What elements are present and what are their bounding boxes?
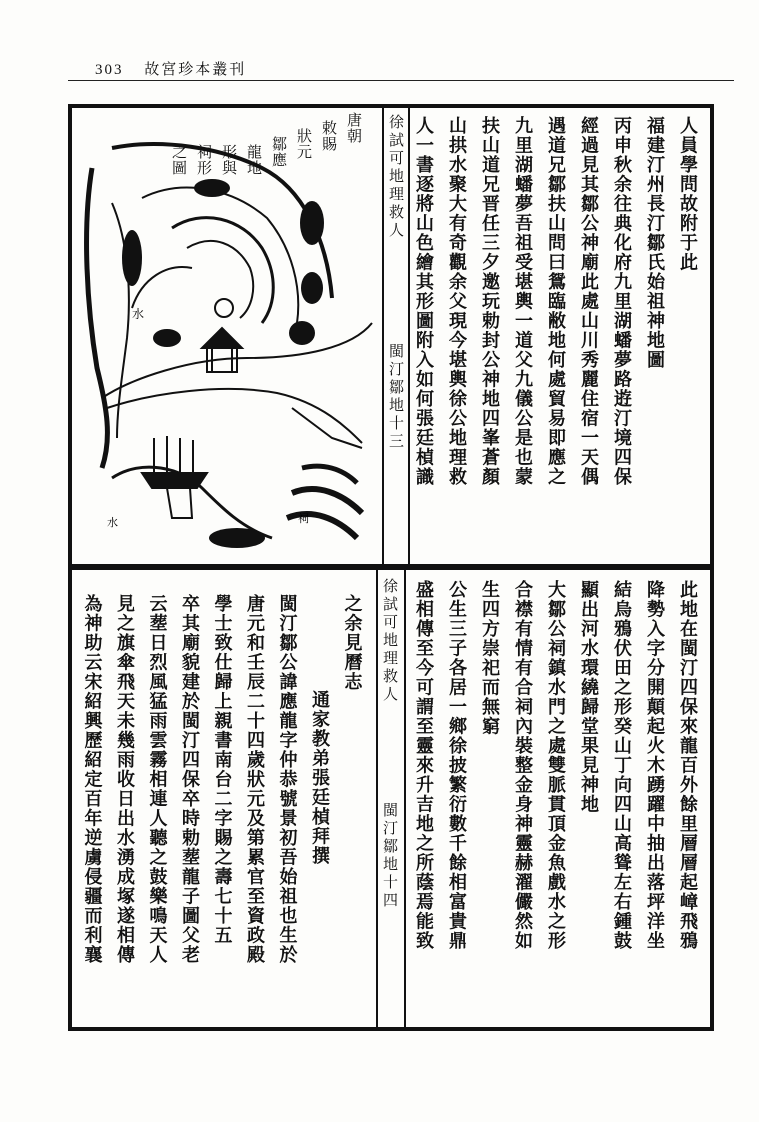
map-title-column: 唐朝: [345, 112, 363, 144]
text-column: 盛相傳至今可謂至靈來升吉地之所蔭焉能致: [413, 580, 434, 951]
text-column: 之余見曆志: [341, 594, 363, 692]
text-column: 見之旗傘飛天未幾雨收日出水湧成塚遂相傳: [114, 594, 135, 965]
text-column: 扶山道兄晋任三夕邀玩勅封公神地四峯蒼顏: [479, 116, 500, 487]
text-column: 丙申秋余往典化府九里湖蟠夢路逰汀境四保: [611, 116, 632, 487]
map-title-column: 之圖: [170, 144, 188, 176]
map-label-water2: 水: [107, 516, 118, 529]
lower-panel: [68, 566, 714, 1031]
text-column: 卒其廟貌建於閩汀四保卒時勅塟龍子圖父老: [179, 594, 200, 965]
page-number: 303: [95, 62, 124, 78]
text-column: 生四方崇祀而無窮: [479, 580, 500, 736]
text-column: 云塟日烈風猛雨雲霧相連人聽之鼓樂鳴天人: [146, 594, 168, 965]
margin-sub-lower: 閩汀鄒地十四: [381, 802, 399, 910]
map-title-column: 狀元: [295, 128, 313, 160]
margin-divider: [408, 108, 410, 564]
book-title: 故宮珍本叢刊: [144, 60, 247, 78]
text-column: 閩汀鄒公諱應龍字仲恭號景初吾始祖也生於: [276, 594, 298, 965]
text-column: 經過見其鄒公神廟此處山川秀麗住宿一天偶: [578, 116, 599, 487]
text-column: 山拱水聚大有奇觀余父現今堪輿徐公地理救: [446, 116, 467, 487]
text-column: 人員學問故附于此: [677, 116, 698, 272]
text-column: 唐元和壬辰二十四歲狀元及第累官至資政殿: [244, 594, 265, 965]
text-column: 學士致仕歸上親書南台二字賜之壽七十五: [211, 594, 233, 945]
text-column: 人一書逐將山色繪其形圖附入如何張廷楨識: [413, 116, 434, 487]
text-column: 降勢入字分開顛起火木踴躍中抽出落坪洋坐: [644, 580, 665, 951]
page-header: [95, 58, 246, 79]
header-rule: [68, 80, 734, 81]
text-column: 福建汀州長汀鄒氏始祖神地圖: [644, 116, 665, 370]
text-column: 大鄒公祠鎮水門之處雙脈貫頂金魚戲水之形: [545, 580, 566, 951]
feng-shui-map: [72, 108, 384, 564]
map-title-column: 形與: [220, 144, 238, 176]
text-column: 遇道兄鄒扶山問曰鴛臨敝地何處貿易即應之: [545, 116, 566, 487]
text-column: 為神助云宋紹興歷紹定百年逆虜侵疆而利襄: [81, 594, 103, 965]
map-label-temple: 祠: [298, 512, 309, 525]
text-column: 公生三子各居一鄉徐披繁衍數千餘相富貴鼎: [446, 580, 467, 951]
map-title-column: 鄒應: [270, 136, 288, 168]
map-label-water1: 水: [132, 307, 145, 321]
margin-sub-upper: 閩汀鄒地十三: [387, 343, 405, 451]
map-title-column: 敕賜: [320, 120, 338, 152]
text-column: 合襟有情有合祠內裝整金身神靈赫濯儼然如: [512, 580, 533, 951]
text-column: 九里湖蟠夢吾祖受堪輿一道父九儀公是也蒙: [512, 116, 533, 487]
map-title-column: 祠形: [195, 144, 213, 176]
margin-divider-right: [404, 570, 406, 1027]
map-title-column: 龍地: [245, 144, 263, 176]
upper-panel: [68, 104, 714, 568]
text-column: 此地在閩汀四保來龍百外餘里層層起嶂飛鴉: [677, 580, 698, 951]
margin-title-lower: 徐試可地理救人: [381, 578, 399, 704]
text-column: 顯出河水環繞歸堂果見神地: [578, 580, 599, 814]
text-column: 結烏鴉伏田之形癸山丁向四山高聳左右鍾鼓: [611, 580, 632, 951]
text-column: 通家教弟張廷楨拜撰: [309, 690, 330, 866]
margin-title-upper: 徐試可地理救人: [387, 114, 405, 240]
